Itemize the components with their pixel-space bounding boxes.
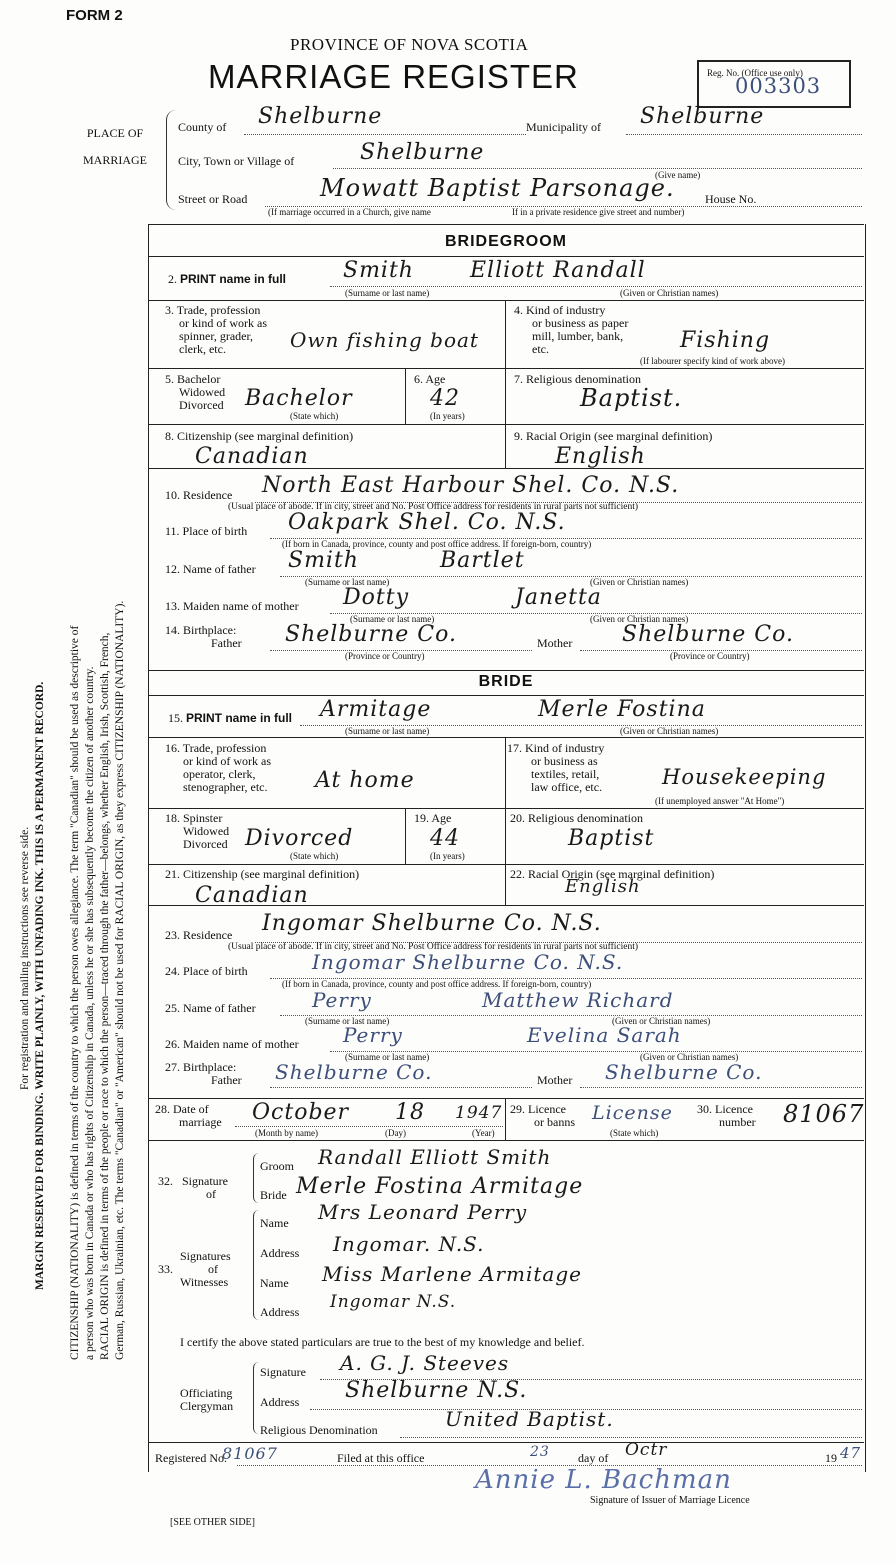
bride-trade: At home — [315, 768, 415, 793]
bride-age: 44 — [430, 826, 460, 851]
street-value: Mowatt Baptist Parsonage. — [320, 174, 675, 202]
groom-mother-province-hint: (Province or Country) — [670, 651, 750, 661]
give-name-hint: (Give name) — [655, 170, 701, 180]
groom-father-label: 12. Name of father — [165, 562, 256, 576]
groom-father-province-hint: (Province or Country) — [345, 651, 425, 661]
groom-father-given-hint: (Given or Christian names) — [590, 577, 689, 587]
groom-given: Elliott Randall — [470, 258, 646, 283]
bride-residence-label: 23. Residence — [165, 928, 233, 942]
issuer-label: Signature of Issuer of Marriage Licence — [590, 1495, 750, 1506]
licence-type: License — [592, 1102, 673, 1124]
witnesses-no: 33. — [158, 1262, 173, 1276]
bride-citizenship: Canadian — [195, 883, 309, 908]
filed-day: 23 — [530, 1444, 550, 1460]
bride-father-surname: Perry — [312, 988, 372, 1012]
month-hint: (Month by name) — [255, 1128, 318, 1138]
bride-father-given: Matthew Richard — [482, 988, 674, 1012]
signature-of-label: 32. Signature of — [158, 1174, 228, 1201]
county-label: County of — [178, 120, 227, 134]
year-prefix: 19 — [825, 1451, 837, 1465]
bride-surname: Armitage — [320, 697, 432, 722]
bride-trade-label: 16. Trade, profession or kind of work as operator, clerk, stenographer, etc. — [165, 741, 271, 794]
groom-racial: English — [555, 444, 646, 469]
groom-sig-label: Groom — [260, 1159, 294, 1173]
groom-age-hint: (In years) — [430, 411, 465, 421]
street-label: Street or Road — [178, 192, 248, 206]
groom-trade-label: 3. Trade, profession or kind of work as spinner, grader, clerk, etc. — [165, 303, 267, 356]
witness1-name: Mrs Leonard Perry — [318, 1200, 528, 1224]
bride-residence-hint: (Usual place of abode. If in city, street and No. Post Office address for residents in rural parts not sufficient) — [228, 942, 639, 952]
bride-sig-label: Bride — [260, 1188, 287, 1202]
groom-mother-surname: Dotty — [343, 585, 409, 610]
page-title: MARRIAGE REGISTER — [208, 58, 579, 95]
groom-citizenship: Canadian — [195, 444, 309, 469]
groom-industry-label: 4. Kind of industry or business as paper mill, lumber, bank, etc. — [514, 303, 629, 356]
bride-birthplace: Ingomar Shelburne Co. N.S. — [312, 950, 624, 974]
licence-hint: (State which) — [610, 1128, 659, 1138]
witness2-address-label: Address — [260, 1305, 300, 1319]
bride-citizenship-label: 21. Citizenship (see marginal definition) — [165, 867, 360, 881]
filed-year: 47 — [840, 1444, 862, 1462]
private-note: If in a private residence give street and number) — [512, 207, 685, 217]
bride-industry-label: 17. Kind of industry or business as textiles, retail, law office, etc. — [507, 741, 605, 794]
licence-label: 29. Licence or banns — [510, 1102, 575, 1129]
clergy-address: Shelburne N.S. — [345, 1378, 528, 1403]
bride-mother-word: Mother — [537, 1073, 573, 1087]
municipality-label: Municipality of — [526, 120, 601, 134]
groom-birthplace-hint: (If born in Canada, province, county and post office address. If foreign-born, country) — [282, 539, 592, 549]
margin-instructions — [18, 130, 128, 1380]
bride-status: Divorced — [245, 826, 354, 851]
groom-residence-hint: (Usual place of abode. If in city, street and No. Post Office address for residents in rural parts not sufficient) — [228, 502, 639, 512]
bride-racial: English — [565, 876, 641, 897]
registered-no-label: Registered No. — [155, 1451, 227, 1465]
witness1-address: Ingomar. N.S. — [333, 1232, 485, 1256]
groom-given-hint: (Given or Christian names) — [620, 288, 719, 298]
bride-residence: Ingomar Shelburne Co. N.S. — [262, 911, 602, 936]
bride-father-label: 25. Name of father — [165, 1001, 256, 1015]
bride-father-surname-hint: (Surname or last name) — [305, 1016, 390, 1026]
groom-surname: Smith — [343, 258, 414, 283]
groom-trade: Own fishing boat — [290, 328, 479, 352]
clergy-denomination: United Baptist. — [445, 1407, 614, 1431]
bride-birthplaces-label: 27. Birthplace: Father — [165, 1060, 242, 1087]
day-hint: (Day) — [385, 1128, 406, 1138]
groom-age: 42 — [430, 386, 460, 411]
margin-line-1: For registration and mailing instructions see reverse side. — [19, 826, 31, 1090]
groom-mother-birthplace: Shelburne Co. — [622, 622, 794, 647]
certify-statement: I certify the above stated particulars are true to the best of my knowledge and belief. — [180, 1335, 585, 1349]
issuer-signature: Annie L. Bachman — [475, 1465, 732, 1495]
reg-no-box — [697, 60, 851, 108]
bride-age-hint: (In years) — [430, 851, 465, 861]
groom-father-given: Bartlet — [440, 548, 525, 573]
bride-birthplace-label: 24. Place of birth — [165, 964, 248, 978]
groom-citizenship-label: 8. Citizenship (see marginal definition) — [165, 429, 354, 443]
see-other-side: [SEE OTHER SIDE] — [170, 1517, 255, 1528]
groom-racial-label: 9. Racial Origin (see marginal definition) — [514, 429, 713, 443]
bride-mother-surname-hint: (Surname or last name) — [345, 1052, 430, 1062]
bride-signature: Merle Fostina Armitage — [296, 1174, 584, 1199]
bride-religion: Baptist — [568, 826, 655, 851]
day-of-label: day of — [578, 1451, 609, 1465]
clergy-address-label: Address — [260, 1395, 300, 1409]
bride-religion-label: 20. Religious denomination — [510, 811, 643, 825]
groom-mother-surname-hint: (Surname or last name) — [350, 614, 435, 624]
bride-industry: Housekeeping — [662, 765, 827, 789]
reg-no-value: 003303 — [735, 74, 822, 98]
groom-religion-label: 7. Religious denomination — [514, 372, 641, 386]
groom-industry-hint: (If labourer specify kind of work above) — [640, 356, 785, 366]
marriage-day: 18 — [395, 1100, 425, 1125]
witnesses-label: Signatures of Witnesses — [180, 1249, 231, 1289]
clergy-signature: A. G. J. Steeves — [340, 1351, 510, 1375]
groom-surname-hint: (Surname or last name) — [345, 288, 430, 298]
clergy-denomination-label: Religious Denomination — [260, 1423, 378, 1437]
witness2-name: Miss Marlene Armitage — [322, 1262, 582, 1286]
groom-father-surname: Smith — [288, 548, 359, 573]
groom-mother-label: 13. Maiden name of mother — [165, 599, 299, 613]
municipality-value: Shelburne — [640, 104, 765, 129]
groom-signature: Randall Elliott Smith — [318, 1145, 552, 1169]
church-note: (If marriage occurred in a Church, give name — [268, 207, 431, 217]
witness2-name-label: Name — [260, 1276, 289, 1290]
bride-mother-surname: Perry — [343, 1023, 403, 1047]
groom-name-label: 2. PRINT name in full — [168, 272, 287, 286]
bride-mother-birthplace: Shelburne Co. — [605, 1060, 763, 1084]
groom-age-label: 6. Age — [414, 372, 446, 386]
groom-birthplace: Oakpark Shel. Co. N.S. — [288, 510, 566, 535]
witness2-address: Ingomar N.S. — [330, 1292, 457, 1312]
margin-line-3: CITIZENSHIP (NATIONALITY) is defined in terms of the country to which the person owes allegiance. The term "Canadian" should be used as descriptive of — [69, 625, 81, 1360]
groom-industry: Fishing — [680, 328, 771, 353]
groom-status: Bachelor — [245, 386, 353, 411]
bride-status-label: 18. Spinster Widowed Divorced — [165, 811, 230, 851]
bride-given: Merle Fostina — [538, 697, 706, 722]
groom-mother-given-hint: (Given or Christian names) — [590, 614, 689, 624]
reg-no-label: Reg. No. (Office use only) — [707, 68, 803, 78]
clergy-signature-label: Signature — [260, 1365, 306, 1379]
groom-mother-given: Janetta — [515, 585, 602, 610]
marriage-month: October — [252, 1100, 350, 1125]
filed-month: Octr — [625, 1440, 668, 1460]
groom-residence: North East Harbour Shel. Co. N.S. — [262, 473, 680, 498]
year-hint: (Year) — [472, 1128, 495, 1138]
bride-surname-hint: (Surname or last name) — [345, 726, 430, 736]
licence-number-label: 30. Licence number — [697, 1102, 756, 1129]
bride-heading: BRIDE — [478, 673, 534, 690]
county-value: Shelburne — [258, 104, 383, 129]
bride-father-birthplace: Shelburne Co. — [275, 1060, 433, 1084]
clergy-label: Officiating Clergyman — [180, 1386, 234, 1413]
place-brace — [166, 110, 177, 210]
province-title: PROVINCE OF NOVA SCOTIA — [290, 35, 529, 54]
witness1-name-label: Name — [260, 1216, 289, 1230]
margin-line-2: MARGIN RESERVED FOR BINDING. WRITE PLAINLY, WITH UNFADING INK. THIS IS A PERMANENT RECORD. — [34, 681, 46, 1290]
bride-industry-hint: (If unemployed answer "At Home") — [655, 796, 785, 806]
city-label: City, Town or Village of — [178, 154, 295, 168]
city-value: Shelburne — [360, 140, 485, 165]
witness1-address-label: Address — [260, 1246, 300, 1260]
groom-status-label: 5. Bachelor Widowed Divorced — [165, 372, 226, 412]
bride-age-label: 19. Age — [414, 811, 452, 825]
bride-birthplace-hint: (If born in Canada, province, county and post office address. If foreign-born, country) — [282, 979, 592, 989]
house-no-label: House No. — [705, 192, 757, 206]
bride-given-hint: (Given or Christian names) — [620, 726, 719, 736]
margin-line-5: RACIAL ORIGIN is defined in terms of the people or race to which the person—traced through the father—belongs, whether English, Irish, Scottish, French, — [99, 632, 111, 1360]
bride-name-label: 15. PRINT name in full — [168, 711, 293, 725]
marriage-date-label: 28. Date of marriage — [155, 1102, 222, 1129]
bridegroom-heading: BRIDEGROOM — [445, 233, 567, 250]
registered-no: 81067 — [222, 1444, 278, 1463]
bride-mother-label: 26. Maiden name of mother — [165, 1037, 299, 1051]
groom-status-hint: (State which) — [290, 411, 339, 421]
bride-mother-given: Evelina Sarah — [527, 1023, 682, 1047]
licence-number: 81067 — [783, 1100, 865, 1128]
groom-birthplace-label: 11. Place of birth — [165, 524, 248, 538]
groom-father-surname-hint: (Surname or last name) — [305, 577, 390, 587]
margin-line-6: German, Russian, Ukrainian, etc. The terms "Canadian" or "American" should not be used for RACIAL ORIGIN, as they express CITIZENSHIP (NATIONALITY). — [114, 600, 126, 1360]
bride-status-hint: (State which) — [290, 851, 339, 861]
bride-mother-given-hint: (Given or Christian names) — [640, 1052, 739, 1062]
groom-birthplaces-label: 14. Birthplace: Father — [165, 623, 242, 650]
groom-father-birthplace: Shelburne Co. — [285, 622, 457, 647]
bride-racial-label: 22. Racial Origin (see marginal definition) — [510, 867, 715, 881]
form-number: FORM 2 — [66, 7, 123, 24]
marriage-year: 1947 — [455, 1103, 503, 1123]
place-of-marriage-label: PLACE OF MARRIAGE — [82, 126, 147, 167]
groom-residence-label: 10. Residence — [165, 488, 233, 502]
groom-religion: Baptist. — [580, 384, 683, 412]
margin-line-4: a person who was born in Canada or who has rights of Citizenship in Canada, unless he or she has subsequently become the citizen of another country. — [84, 666, 96, 1360]
bride-father-given-hint: (Given or Christian names) — [612, 1016, 711, 1026]
groom-mother-word: Mother — [537, 636, 573, 650]
filed-label: Filed at this office — [337, 1451, 425, 1465]
